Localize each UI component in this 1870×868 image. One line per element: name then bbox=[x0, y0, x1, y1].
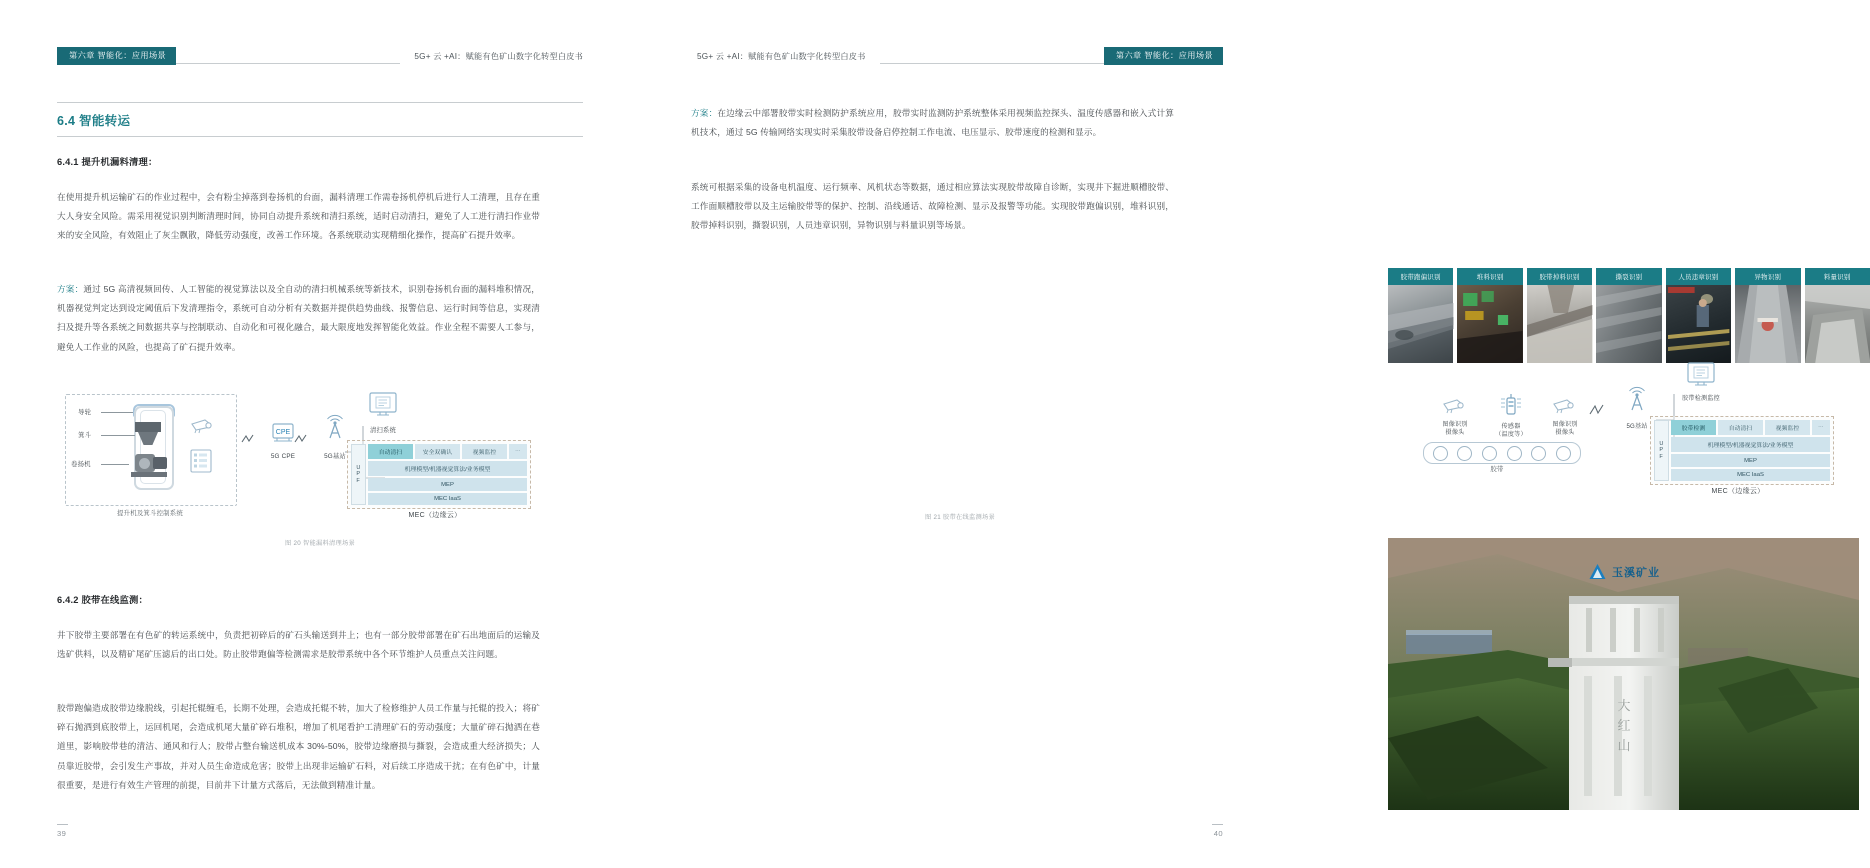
callout-line-1 bbox=[101, 412, 133, 413]
thumbnail-item bbox=[1666, 268, 1731, 363]
subsection-642-title: 6.4.2 胶带在线监测： bbox=[57, 595, 148, 605]
thumbnail-image bbox=[1666, 285, 1731, 363]
callout-label-guide-wheel: 导轮 bbox=[78, 409, 92, 416]
cleaning-system-node bbox=[353, 392, 413, 434]
subsection-641-title: 6.4.1 提升机漏料清理： bbox=[57, 157, 158, 167]
cpe-icon bbox=[268, 422, 298, 446]
figure-20-caption: 图 20 智能漏料清理场景 bbox=[285, 540, 355, 547]
belt-monitor-label: 胶带检测监控 bbox=[1682, 395, 1720, 402]
paragraph-641-2 bbox=[57, 280, 540, 357]
svg-text:大: 大 bbox=[1617, 698, 1631, 713]
thumbnail-image bbox=[1596, 285, 1661, 363]
mec-app-more: … bbox=[509, 444, 527, 459]
thumbnail-item bbox=[1388, 268, 1453, 363]
running-head-right bbox=[697, 46, 1223, 66]
thumbnail-label: 人员违章识别 bbox=[1666, 268, 1731, 285]
paragraph-641-2-keyword: 方案： bbox=[57, 284, 84, 294]
camera-icon bbox=[1442, 398, 1468, 414]
paragraph-641-1: 在使用提升机运输矿石的作业过程中，会有粉尘掉落到卷扬机的台面，漏料清理工作需卷扬机停机后进行人工清理，且存在重大人身安全风险。需采用视觉识别判断清理时间，协同自动提升系统和清扫系统，适时启动清扫，避免了人工进行清扫作业带来的安全风险，有效阻止了灰尘飘散，降低劳动强度，改善工作环境。各系统联动实现精细化操作，提高矿石提升效率。 bbox=[57, 192, 540, 241]
belt-monitor-node bbox=[1666, 362, 1736, 403]
figure-20 bbox=[57, 392, 540, 532]
section-rule-bottom bbox=[57, 136, 583, 137]
callout-line-2 bbox=[101, 435, 135, 436]
thumbnail-image bbox=[1457, 285, 1522, 363]
document-title-header: 5G+ 云 +AI：赋能有色矿山数字化转型白皮书 bbox=[414, 51, 583, 61]
chapter-tab: 第六章 智能化：应用场景 bbox=[57, 47, 176, 64]
thumbnail-item bbox=[1527, 268, 1592, 363]
callout-line-3 bbox=[101, 464, 129, 465]
callout-label-winch: 卷扬机 bbox=[71, 461, 91, 468]
mec-box-right bbox=[1650, 416, 1834, 485]
mec-app-more: … bbox=[1812, 420, 1830, 435]
mec-iaas-layer: MEC IaaS bbox=[368, 493, 527, 505]
header-rule-right bbox=[880, 63, 1104, 64]
thumbnail-image bbox=[1805, 285, 1870, 363]
mec-title-left: MEC（边缘云） bbox=[408, 512, 462, 519]
thumbnail-label: 胶带掉料识别 bbox=[1527, 268, 1592, 285]
server-icon bbox=[190, 449, 212, 478]
upf-cell: U P F bbox=[1654, 420, 1669, 481]
paragraph-right-1-keyword: 方案： bbox=[691, 108, 718, 118]
mec-mep-layer: MEP bbox=[1671, 454, 1830, 466]
figure-21-caption: 图 21 胶带在线监测场景 bbox=[925, 514, 995, 521]
device-camera-2 bbox=[1534, 398, 1596, 438]
winch-icon bbox=[129, 452, 169, 478]
document-title-header-right: 5G+ 云 +AI：赋能有色矿山数字化转型白皮书 bbox=[697, 51, 866, 61]
section-heading-block bbox=[57, 102, 583, 137]
conveyor-belt-icon bbox=[1423, 442, 1581, 464]
antenna-icon bbox=[1620, 390, 1654, 416]
thumbnail-label: 料量识别 bbox=[1805, 268, 1870, 285]
monitor-icon bbox=[1685, 362, 1717, 388]
base-station-label: 5G基站 bbox=[324, 453, 346, 460]
mec-app-row bbox=[368, 444, 527, 459]
company-logo bbox=[1587, 562, 1660, 582]
device-label: 图像识别 摄像头 bbox=[1552, 421, 1578, 437]
paragraph-right-1-text: 在边缘云中部署胶带实时检测防护系统应用，胶带实时监测防护系统整体采用视频监控探头、温度传感器和嵌入式计算机技术，通过 5G 传输网络实现实时采集胶带设备启停控制工作电流、电压显示、胶带速度的检测和显示。 bbox=[691, 108, 1174, 138]
cpe-label: 5G CPE bbox=[270, 453, 296, 460]
svg-text:红: 红 bbox=[1617, 718, 1631, 733]
thumbnail-item bbox=[1735, 268, 1800, 363]
camera-icon bbox=[190, 418, 216, 439]
mec-app-2: 安全双确认 bbox=[415, 444, 460, 459]
device-camera-1 bbox=[1424, 398, 1486, 438]
paragraph-642-1: 井下胶带主要部署在有色矿的转运系统中，负责把初碎后的矿石头输送到井上；也有一部分胶带部署在矿石出地面后的运输及选矿供料，以及精矿尾矿压滤后的出口处。防止胶带跑偏等检测需求是胶带系统中各个环节维护人员重点关注问题。 bbox=[57, 630, 540, 660]
mec-app-3: 视频监控 bbox=[462, 444, 507, 459]
page-number-left: 39 bbox=[57, 829, 67, 838]
paragraph-right-2: 系统可根据采集的设备电机温度、运行频率、风机状态等数据，通过相应算法实现胶带故障自诊断，实现井下掘进顺槽胶带、工作面顺槽胶带以及主运输胶带等的保护、控制、沿线通话、故障检测、显示及报警等功能。实现胶带跑偏识别，堆料识别，胶带掉料识别，撕裂识别，人员违章识别，异物识别与料量识别等场景。 bbox=[691, 182, 1174, 231]
mec-app-2: 自动清扫 bbox=[1718, 420, 1763, 435]
paragraph-642-2: 胶带跑偏造成胶带边缘脱线，引起托辊缠毛，长期不处理，会造成托辊不转，加大了检修维护人员工作量与托辊的投入；将矿碎石抛洒到底胶带上，运回机尾，会造成机尾大量矿碎石堆积，增加了机尾看护工清理矿石的劳动强度；大量矿碎石抛洒在巷道里，影响胶带巷的清洁、通风和行人；胶带占整台输送机成本 30%-50%，胶带边缘磨损与撕裂，会造成重大经济损失；人员靠近胶带，会引发生产事故，并对人员生命造成危害；胶带上出现非运输矿石料，对后续工序造成干扰；在有色矿中，计量很重要，是进行有效生产管理的前提，目前井下计量方式落后，无法做到精准计量。 bbox=[57, 703, 540, 790]
callout-label-skip: 箕斗 bbox=[78, 432, 92, 439]
running-head-left bbox=[57, 46, 583, 66]
mec-iaas-layer: MEC IaaS bbox=[1671, 469, 1830, 481]
mec-app-row bbox=[1671, 420, 1830, 435]
header-rule bbox=[176, 63, 400, 64]
mec-title-right: MEC（边缘云） bbox=[1711, 488, 1765, 495]
svg-text:CPE: CPE bbox=[275, 429, 291, 436]
monitor-icon bbox=[367, 392, 399, 418]
device-label: 传感器 （温度等） bbox=[1495, 423, 1527, 439]
mec-app-3: 视频监控 bbox=[1765, 420, 1810, 435]
logo-mark-icon bbox=[1587, 562, 1607, 582]
hoist-system-label: 提升机及箕斗控制系统 bbox=[117, 510, 183, 517]
device-sensor bbox=[1480, 394, 1542, 440]
paragraph-641-2-text: 通过 5G 高清视频回传、人工智能的视觉算法以及全自动的清扫机械系统等新技术，识别卷扬机台面的漏料堆积情况，机器视觉判定达到设定阈值后下发清理指令，系统可自动分析有关数据并提供趋势曲线、报警信息、运行时间等信息，实现清扫及提升等各系统之间数据共享与控制联动、自动化和可视化融合，最大限度地发挥智能化效益。作业全程不需要人工参与，避免人工作业的风险，也提高了矿石提升效率。 bbox=[57, 284, 541, 352]
device-label: 图像识别 摄像头 bbox=[1442, 421, 1468, 437]
mec-model-layer: 机理模型/机器视觉算法/业务模型 bbox=[368, 461, 527, 476]
section-title: 6.4 智能转运 bbox=[57, 114, 131, 128]
upf-cell: U P F bbox=[351, 444, 366, 505]
mine-shaft-photo bbox=[1388, 538, 1859, 810]
page-number-right: 40 bbox=[1213, 829, 1223, 838]
mec-app-1: 自动清扫 bbox=[368, 444, 413, 459]
device-label: 5G基站 bbox=[1626, 423, 1648, 430]
thumbnail-item bbox=[1596, 268, 1661, 363]
thumbnail-item bbox=[1805, 268, 1870, 363]
thumbnail-label: 胶带跑偏识别 bbox=[1388, 268, 1453, 285]
mec-mep-layer: MEP bbox=[368, 478, 527, 490]
skip-bucket-icon bbox=[135, 422, 161, 432]
mec-app-1: 胶带检测 bbox=[1671, 420, 1716, 435]
thumbnail-image bbox=[1388, 285, 1453, 363]
thumbnail-item bbox=[1457, 268, 1522, 363]
thumbnail-image bbox=[1735, 285, 1800, 363]
thumbnail-label: 异物识别 bbox=[1735, 268, 1800, 285]
thumbnail-image bbox=[1527, 285, 1592, 363]
paragraph-right-1 bbox=[691, 104, 1174, 142]
sensor-icon bbox=[1499, 394, 1523, 416]
belt-label: 胶带 bbox=[1490, 466, 1504, 473]
thumbnail-label: 撕裂识别 bbox=[1596, 268, 1661, 285]
recognition-scenario-thumbnails bbox=[1388, 268, 1870, 363]
thumbnail-label: 堆料识别 bbox=[1457, 268, 1522, 285]
mec-model-layer: 机理模型/机器视觉算法/业务模型 bbox=[1671, 437, 1830, 452]
right-page bbox=[640, 0, 1851, 868]
cleaning-system-label: 清扫系统 bbox=[370, 427, 396, 434]
svg-text:山: 山 bbox=[1617, 738, 1631, 753]
camera-icon bbox=[1552, 398, 1578, 414]
wireless-link-icon-3 bbox=[1590, 404, 1604, 416]
left-page bbox=[0, 0, 640, 868]
company-logo-text: 玉溪矿业 bbox=[1612, 567, 1660, 579]
figure-21 bbox=[1388, 370, 1870, 510]
chapter-tab-right: 第六章 智能化：应用场景 bbox=[1104, 47, 1223, 64]
mec-box-left bbox=[347, 440, 531, 509]
